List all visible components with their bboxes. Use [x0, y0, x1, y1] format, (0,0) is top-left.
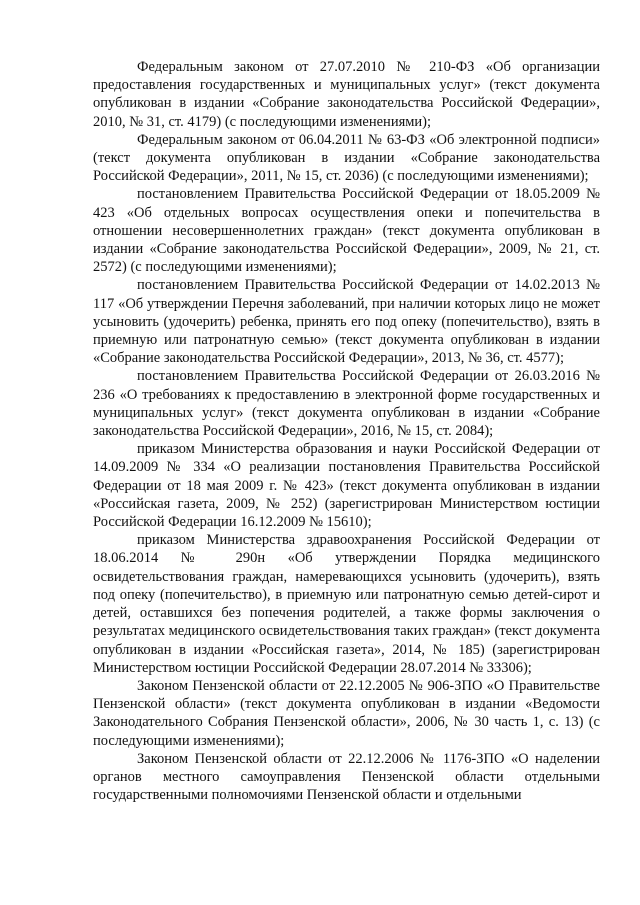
paragraph-law-906-zpo: Законом Пензенской области от 22.12.2005 № 906-ЗПО «О Правительстве Пензенской области» (текст документа опубликован в издании «Ведомости Законодательного Собрания Пензенской области», 2006, № 30 часть 1, с. 13) (с последующими изменениями);: [93, 677, 600, 749]
paragraph-resolution-236: постановлением Правительства Российской Федерации от 26.03.2016 № 236 «О требованиях к предоставлению в электронной форме государственных и муниципальных услуг» (текст документа опубликован в издании «Собрание законодательства Российской Федерации», 2016, № 15, ст. 2084);: [93, 368, 600, 440]
paragraph-order-290n: приказом Министерства здравоохранения Российской Федерации от 18.06.2014 № 290н «Об утверждении Порядка медицинского освидетельствования граждан, намеревающихся усыновить (удочерить), взять под опеку (попечительство), в приемную или патронатную семью детей-сирот и детей, оставшихся без попечения родителей, а также формы заключения о результатах медицинского освидетельствования таких граждан» (текст документа опубликован в издании «Российская газета», 2014, № 185) (зарегистрирован Министерством юстиции Российской Федерации 28.07.2014 № 33306);: [93, 532, 600, 676]
paragraph-resolution-117: постановлением Правительства Российской Федерации от 14.02.2013 № 117 «Об утверждении Перечня заболеваний, при наличии которых лицо не может усыновить (удочерить) ребенка, принять его под опеку (попечительство), взять в приемную или патронатную семью» (текст документа опубликован в издании «Собрание законодательства Российской Федерации», 2013, № 36, ст. 4577);: [93, 277, 600, 367]
paragraph-resolution-423: постановлением Правительства Российской Федерации от 18.05.2009 № 423 «Об отдельных вопросах осуществления опеки и попечительства в отношении несовершеннолетних граждан» (текст документа опубликован в издании «Собрание законодательства Российской Федерации», 2009, № 21, ст. 2572) (с последующими изменениями);: [93, 186, 600, 276]
paragraph-law-210-fz: Федеральным законом от 27.07.2010 № 210-ФЗ «Об организации предоставления государственных и муниципальных услуг» (текст документа опубликован в издании «Собрание законодательства Российской Федерации», 2010, № 31, ст. 4179) (с последующими изменениями);: [93, 59, 600, 130]
paragraph-order-334: приказом Министерства образования и науки Российской Федерации от 14.09.2009 № 334 «О реализации постановления Правительства Российской Федерации от 18 мая 2009 г. № 423» (текст документа опубликован в издании «Российская газета, 2009, № 252) (зарегистрирован Министерством юстиции Российской Федерации 16.12.2009 № 15610);: [93, 441, 600, 531]
document-body: [93, 58, 600, 804]
paragraph-law-63-fz: Федеральным законом от 06.04.2011 № 63-ФЗ «Об электронной подписи» (текст документа опубликован в издании «Собрание законодательства Российской Федерации», 2011, № 15, ст. 2036) (с последующими изменениями);: [93, 131, 600, 185]
paragraph-law-1176-zpo: Законом Пензенской области от 22.12.2006 № 1176-ЗПО «О наделении органов местного самоуправления Пензенской области отдельными государственными полномочиями Пензенской области и отдельными: [93, 750, 600, 804]
